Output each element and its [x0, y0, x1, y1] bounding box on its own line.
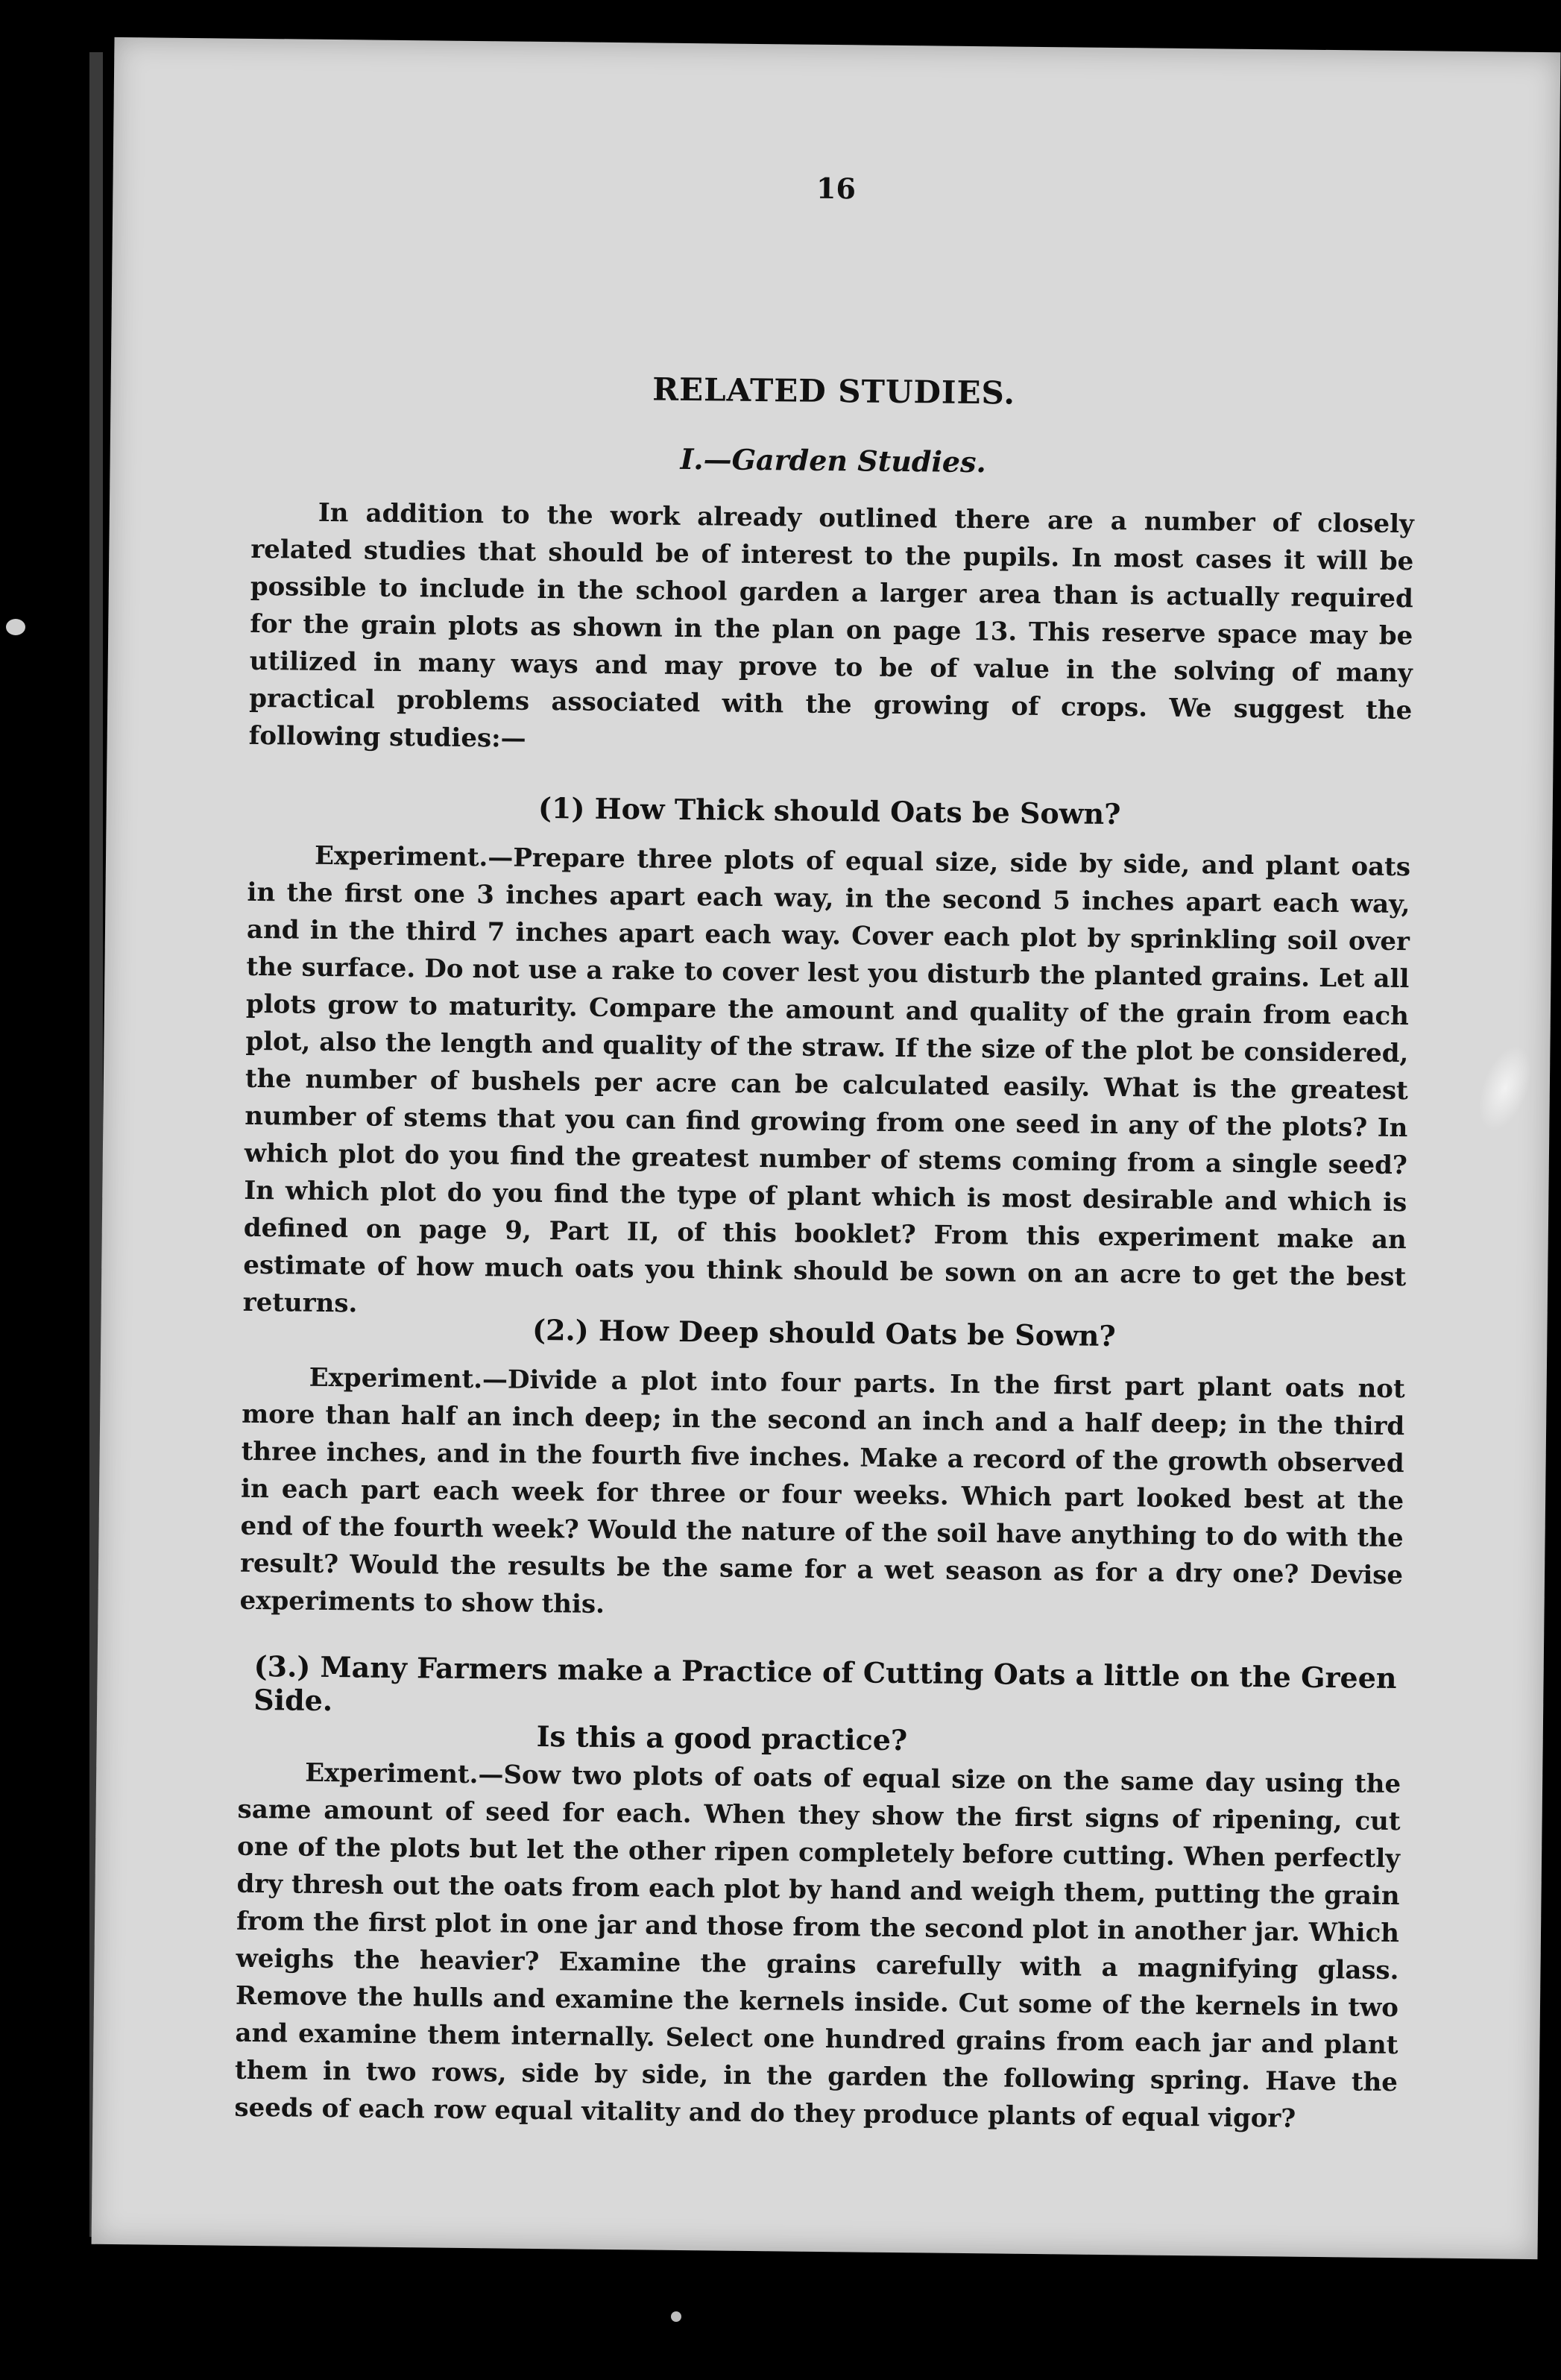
study-2-title: (2.) How Deep should Oats be Sown?: [532, 1312, 1116, 1353]
study-2-body: Experiment.—Divide a plot into four parts. In the first part plant oats not more than half an inch deep; in the second an inch and a half deep; in the third three inches, and in the fourth five inches. Make a record of the growth observed in each part each week for three or four weeks. Which part looked best at the end of the fourth week? Would the nature of the soil have anything to do with the result? Would the results be the same for a wet season as for a dry one? Devise experiments to show this.: [239, 1362, 1405, 1619]
study-3-title: [239, 1649, 1417, 1763]
page-stain: [1469, 1039, 1542, 1138]
dust-speck: [671, 2311, 681, 2322]
study-3-title-line1: (3.) Many Farmers make a Practice of Cutting Oats a little on the Green Side.: [253, 1649, 1397, 1718]
page-number: 16: [816, 171, 857, 206]
study-1-body: Experiment.—Prepare three plots of equal size, side by side, and plant oats in the first one 3 inches apart each way, in the second 5 inches apart each way, and in the third 7 inches apart each way. Cover each plot by sprinkling soil over the surface. Do not use a rake to cover lest you disturb the planted grains. Let all plots grow to maturity. Compare the amount and quality of the grain from each plot, also the length and quality of the straw. If the size of the plot be considered, the number of bushels per acre can be calculated easily. What is the greatest number of stems that you can find growing from one seed in any of the plots? In which plot do you find the greatest number of stems coming from a single seed? In which plot do you find the type of plant which is most desirable and which is defined on page 9, Part II, of this booklet? From this experiment make an estimate of how much oats you think should be sown on an acre to get the best returns.: [242, 840, 1411, 1319]
study-3-body: Experiment.—Sow two plots of oats of equal size on the same day using the same amount of seed for each. When they show the first signs of ripening, cut one of the plots but let the other ripen completely before cutting. When perfectly dry thresh out the oats from each plot by hand and weigh them, putting the grain from the first plot in one jar and those from the second plot in another jar. Which weighs the heavier? Examine the grains carefully with a magnifying glass. Remove the hulls and examine the kernels inside. Cut some of the kernels in two and examine them internally. Select one hundred grains from each jar and plant them in two rows, side by side, in the garden the following spring. Have the seeds of each row equal vitality and do they produce plants of equal vigor?: [234, 1757, 1401, 2134]
intro-paragraph: In addition to the work already outlined there are a number of closely related studies that should be of interest to the pupils. In most cases it will be possible to include in the school garden a larger area than is actually required for the grain plots as shown in the plan on page 13. This reserve space may be utilized in many ways and may prove to be of value in the solving of many practical problems associated with the growing of crops. We suggest the following studies:—: [248, 497, 1415, 754]
dust-speck: [6, 619, 25, 635]
study-1-title: (1) How Thick should Oats be Sown?: [537, 790, 1121, 831]
section-subheading: I.—Garden Studies.: [680, 441, 986, 479]
book-page: [92, 37, 1561, 2259]
study-3-title-line2: Is this a good practice?: [536, 1719, 908, 1757]
page-heading: RELATED STUDIES.: [652, 371, 1016, 412]
